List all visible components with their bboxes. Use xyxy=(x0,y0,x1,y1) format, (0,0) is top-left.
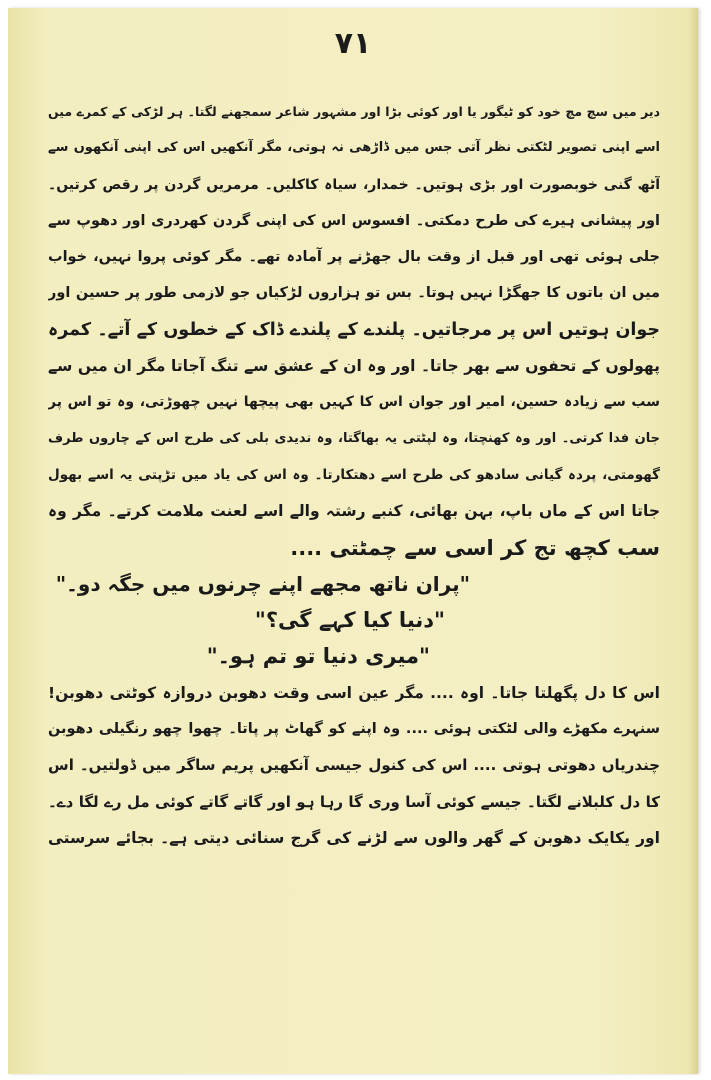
page-edge-shadow xyxy=(688,8,698,1074)
book-page xyxy=(8,8,698,1074)
text-line: اور پیشانی ہیرے کی طرح دمکتی۔ افسوس اس کی اپنی گردن کھردری اور دھوپ سے xyxy=(48,212,660,229)
text-line: آٹھ گنی خوبصورت اور بڑی ہوتیں۔ خمدار، سیاہ کاکلیں۔ مرمریں گردن پر رقص کرتیں۔ xyxy=(48,176,660,193)
text-line: سب سے زیادہ حسین، امیر اور جوان اس کا کہیں بھی پیچھا نہیں چھوڑتی، وہ تو اس پر xyxy=(48,394,660,411)
text-line: کا دل کلبلانے لگتا۔ جیسے کوئی آسا وری گا رہا ہو اور گاتے گاتے کوئی مل رے لگا دے۔ xyxy=(48,792,660,811)
text-line: اور یکایک دھوبن کے گھر والوں سے لڑنے کی گرج سنائی دیتی ہے۔ بجائے سرستی xyxy=(48,828,660,847)
dialogue-line: "پران ناتھ مجھے اپنے چرنوں میں جگہ دو۔" xyxy=(55,571,470,596)
text-line: اس کا دل پگھلتا جاتا۔ اوہ .... مگر عین اسی وقت دھوبن دروازہ کوٹتی دھوبن! xyxy=(48,683,660,702)
dialogue-line: "دنیا کیا کہے گی؟" xyxy=(254,608,445,633)
page-text xyxy=(48,94,660,856)
text-line: سب کچھ تج کر اسی سے چمٹتی .... xyxy=(290,535,660,560)
text-line: میں ان باتوں کا جھگڑا نہیں ہوتا۔ بس تو ہزاروں لڑکیاں جو لازمی طور پر حسین اور xyxy=(48,285,660,302)
text-line: جاتا اس کے ماں باپ، بہن بھائی، کنبے رشتہ والے اسے لعنت ملامت کرتے۔ مگر وہ xyxy=(48,502,660,521)
text-line: اسے اپنی تصویر لٹکتی نظر آتی جس میں ڈاڑھی نہ ہوتی، مگر آنکھیں اس کی اپنی آنکھوں سے xyxy=(48,140,660,156)
text-line: چندریاں دھوتی ہوتی .... اس کی کنول جیسی آنکھیں پریم ساگر میں ڈولتیں۔ اس xyxy=(48,756,660,775)
text-line: گھومتی، پردہ گیانی سادھو کی طرح اسے دھتکارتا۔ وہ اس کی یاد میں تڑپتی یہ اسے بھول xyxy=(48,466,660,483)
text-line: جوان ہوتیں اس پر مرجاتیں۔ پلندے کے پلندے ڈاک کے خطوں کے آتے۔ کمرہ xyxy=(48,319,660,340)
text-line: پھولوں کے تحفوں سے بھر جاتا۔ اور وہ ان کے عشق سے تنگ آجاتا مگر ان میں سے xyxy=(48,357,660,376)
text-line: جان فدا کرتی۔ اور وہ کھنچتا، وہ لپٹتی یہ بھاگتا، وہ ندیدی بلی کی طرح اس کے چاروں طرف xyxy=(48,430,660,446)
text-line: جلی ہوئی تھی اور قبل از وقت بال جھڑنے پر آمادہ تھے۔ مگر کوئی پروا نہیں، خواب xyxy=(48,249,660,266)
text-line: دیر میں سچ مچ خود کو ٹیگور یا اور کوئی بڑا اور مشہور شاعر سمجھنے لگتا۔ ہر لڑکی کے کمرے میں xyxy=(48,104,660,119)
dialogue-line: "میری دنیا تو تم ہو۔" xyxy=(206,644,430,669)
page-number: ۷۱ xyxy=(334,26,372,61)
text-line: سنہرے مکھڑے والی لٹکتی ہوئی .... وہ اپنے کو گھاٹ پر پاتا۔ چھوا چھو رنگیلی دھوبن xyxy=(48,721,660,738)
